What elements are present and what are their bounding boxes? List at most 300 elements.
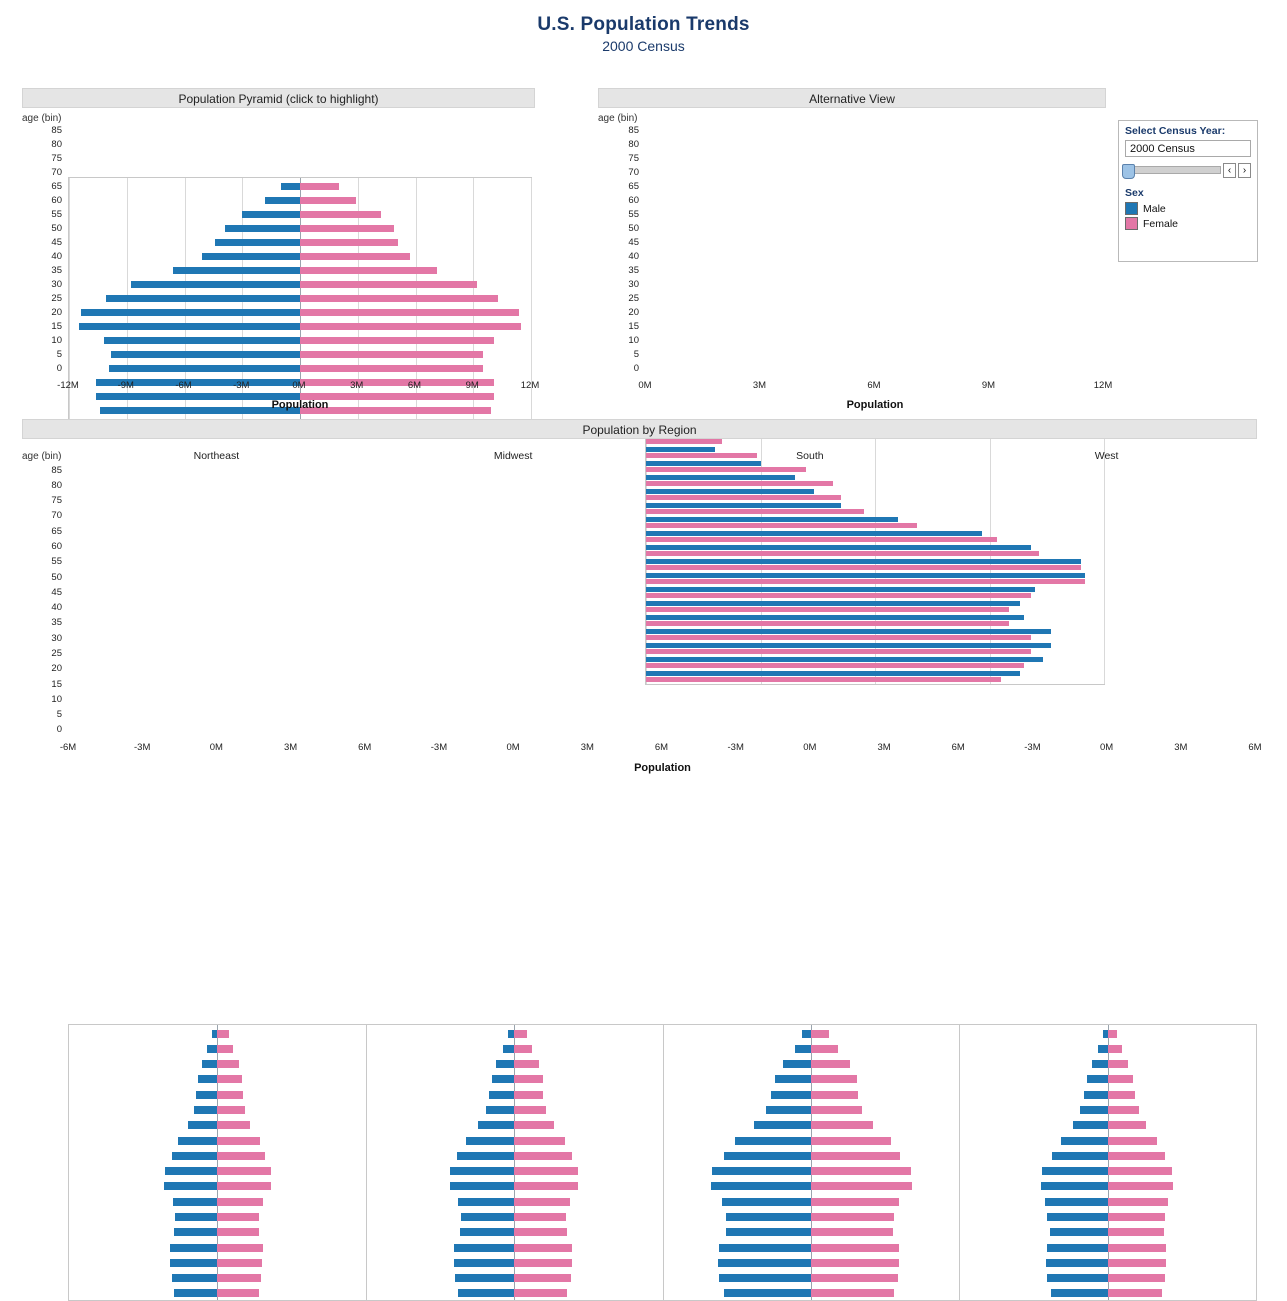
x-tick: 12M [1093, 380, 1113, 391]
bar-male[interactable] [783, 1060, 811, 1068]
legend-item-female[interactable] [1125, 217, 1257, 230]
bar-female[interactable] [217, 1121, 250, 1129]
bar-female[interactable] [217, 1244, 262, 1252]
bar-male[interactable] [198, 1075, 217, 1083]
x-tick: -12M [57, 380, 79, 391]
bar-male[interactable] [726, 1213, 811, 1221]
bar-male[interactable] [466, 1137, 514, 1145]
y-tick: 0 [633, 363, 639, 374]
bar-male[interactable] [265, 197, 300, 204]
bar-female[interactable] [811, 1045, 838, 1053]
bar-female[interactable] [300, 351, 483, 358]
census-year-slider-row[interactable] [1125, 162, 1251, 178]
bar-male[interactable] [646, 475, 795, 480]
bar-male[interactable] [454, 1244, 514, 1252]
bar-female[interactable] [217, 1198, 262, 1206]
bar-male[interactable] [646, 489, 814, 494]
y-tick: 60 [51, 541, 62, 553]
bar-male[interactable] [1098, 1045, 1107, 1053]
x-tick: 9M [465, 380, 479, 391]
bar-male[interactable] [646, 503, 841, 508]
bar-female[interactable] [300, 211, 381, 218]
y-tick: 40 [51, 251, 62, 262]
y-tick: 20 [51, 307, 62, 318]
x-tick: -6M [59, 742, 77, 753]
bar-male[interactable] [718, 1259, 811, 1267]
y-tick: 5 [633, 349, 639, 360]
bar-female[interactable] [217, 1106, 244, 1114]
bar-female[interactable] [514, 1075, 542, 1083]
bar-female[interactable] [514, 1121, 554, 1129]
bar-female[interactable] [1108, 1137, 1157, 1145]
bar-female[interactable] [217, 1167, 270, 1175]
bar-male[interactable] [111, 351, 300, 358]
x-tick: -3M [233, 380, 250, 391]
bar-female[interactable] [811, 1259, 900, 1267]
bar-male[interactable] [450, 1167, 514, 1175]
bar-female[interactable] [1108, 1244, 1166, 1252]
x-tick: 6M [1248, 742, 1262, 753]
bar-male[interactable] [450, 1182, 514, 1190]
bar-male[interactable] [1051, 1289, 1108, 1297]
bar-female[interactable] [217, 1060, 239, 1068]
page-subtitle: 2000 Census [602, 38, 685, 54]
bar-male[interactable] [724, 1152, 811, 1160]
x-tick: 3M [350, 380, 364, 391]
bar-male[interactable] [646, 517, 898, 522]
bar-male[interactable] [795, 1045, 811, 1053]
bar-male[interactable] [461, 1213, 514, 1221]
bar-male[interactable] [178, 1137, 218, 1145]
bar-male[interactable] [194, 1106, 217, 1114]
chart-population-by-region[interactable] [68, 1024, 1257, 1301]
x-tick: 0M [803, 742, 817, 753]
bar-female[interactable] [217, 1289, 259, 1297]
bar-female[interactable] [811, 1167, 911, 1175]
bar-female[interactable] [646, 537, 997, 542]
bar-female[interactable] [646, 663, 1024, 668]
bar-male[interactable] [172, 1152, 218, 1160]
bar-female[interactable] [1108, 1167, 1173, 1175]
bar-male[interactable] [646, 573, 1085, 578]
bar-female[interactable] [514, 1228, 566, 1236]
bar-female[interactable] [811, 1152, 900, 1160]
bar-female[interactable] [217, 1274, 261, 1282]
bar-male[interactable] [170, 1259, 217, 1267]
bar-female[interactable] [811, 1182, 912, 1190]
bar-male[interactable] [165, 1167, 217, 1175]
bar-female[interactable] [514, 1244, 572, 1252]
legend-swatch-female [1125, 217, 1138, 230]
facet-separator [959, 1025, 960, 1300]
bar-female[interactable] [811, 1091, 858, 1099]
bar-male[interactable] [719, 1274, 810, 1282]
legend-label-male: Male [1143, 202, 1166, 215]
bar-male[interactable] [170, 1244, 217, 1252]
bar-female[interactable] [514, 1213, 566, 1221]
bar-male[interactable] [646, 657, 1043, 662]
bar-male[interactable] [726, 1228, 811, 1236]
bar-male[interactable] [173, 1198, 218, 1206]
bar-female[interactable] [1108, 1259, 1167, 1267]
panel-population-by-region [22, 419, 1257, 439]
bar-female[interactable] [300, 365, 483, 372]
bar-male[interactable] [131, 281, 300, 288]
bar-male[interactable] [719, 1244, 810, 1252]
bar-female[interactable] [1108, 1152, 1165, 1160]
bar-male[interactable] [1080, 1106, 1107, 1114]
y-tick: 85 [628, 125, 639, 136]
pyramid-x-axis-title: Population [271, 399, 329, 411]
x-tick: 0M [506, 742, 520, 753]
bar-male[interactable] [281, 183, 300, 190]
bar-male[interactable] [174, 1289, 217, 1297]
bar-female[interactable] [514, 1259, 572, 1267]
bar-male[interactable] [1045, 1198, 1108, 1206]
bar-male[interactable] [458, 1289, 514, 1297]
x-tick: 3M [877, 742, 891, 753]
bar-female[interactable] [514, 1274, 571, 1282]
alternative-y-axis-label: age (bin) [598, 113, 638, 124]
bar-female[interactable] [811, 1228, 893, 1236]
bar-male[interactable] [460, 1228, 514, 1236]
bar-male[interactable] [1084, 1091, 1107, 1099]
bar-male[interactable] [454, 1259, 515, 1267]
bar-female[interactable] [646, 551, 1039, 556]
bar-female[interactable] [811, 1121, 873, 1129]
y-tick: 70 [51, 167, 62, 178]
bar-male[interactable] [1047, 1244, 1108, 1252]
x-tick: -9M [117, 380, 134, 391]
region-facet-titles [68, 450, 1257, 463]
bar-female[interactable] [811, 1289, 894, 1297]
y-tick: 80 [51, 139, 62, 150]
y-tick: 10 [51, 693, 62, 705]
bar-male[interactable] [1087, 1075, 1108, 1083]
census-year-slider[interactable] [1125, 166, 1221, 174]
bar-male[interactable] [646, 671, 1020, 676]
bar-female[interactable] [300, 295, 498, 302]
bar-female[interactable] [300, 183, 339, 190]
y-tick: 70 [51, 510, 62, 522]
bar-male[interactable] [109, 365, 300, 372]
bar-female[interactable] [811, 1244, 899, 1252]
bar-male[interactable] [478, 1121, 514, 1129]
bar-female[interactable] [646, 649, 1031, 654]
panel-alternative-view [598, 88, 1106, 108]
bar-male[interactable] [646, 601, 1020, 606]
bar-female[interactable] [1108, 1075, 1133, 1083]
bar-female[interactable] [514, 1030, 527, 1038]
y-tick: 55 [628, 209, 639, 220]
bar-female[interactable] [217, 1091, 242, 1099]
bar-male[interactable] [489, 1091, 514, 1099]
bar-female[interactable] [1108, 1091, 1135, 1099]
bar-female[interactable] [514, 1060, 539, 1068]
bar-female[interactable] [514, 1152, 572, 1160]
bar-male[interactable] [242, 211, 300, 218]
y-tick: 55 [51, 556, 62, 568]
x-tick: 0M [1100, 742, 1114, 753]
y-tick: 10 [628, 335, 639, 346]
bar-male[interactable] [496, 1060, 514, 1068]
y-tick: 0 [56, 363, 62, 374]
bar-female[interactable] [217, 1075, 242, 1083]
bar-female[interactable] [514, 1045, 532, 1053]
y-tick: 40 [51, 602, 62, 614]
y-tick: 45 [51, 237, 62, 248]
y-tick: 15 [51, 321, 62, 332]
bar-male[interactable] [1041, 1182, 1108, 1190]
bar-female[interactable] [217, 1030, 228, 1038]
bar-female[interactable] [300, 253, 410, 260]
x-tick: -3M [727, 742, 744, 753]
pyramid-x-ticks [57, 379, 540, 393]
bar-male[interactable] [1046, 1259, 1108, 1267]
bar-male[interactable] [646, 559, 1081, 564]
bar-male[interactable] [202, 1060, 217, 1068]
bar-female[interactable] [646, 621, 1009, 626]
legend-label-female: Female [1143, 217, 1179, 230]
bar-female[interactable] [646, 635, 1031, 640]
bar-female[interactable] [514, 1182, 578, 1190]
bar-male[interactable] [1042, 1167, 1108, 1175]
alternative-x-axis-title: Population [846, 399, 904, 411]
bar-female[interactable] [217, 1152, 264, 1160]
y-tick: 45 [51, 586, 62, 598]
y-tick: 0 [56, 724, 62, 736]
bar-female[interactable] [646, 565, 1081, 570]
bar-female[interactable] [1108, 1121, 1146, 1129]
y-tick: 25 [51, 293, 62, 304]
census-year-label: Select Census Year: [1125, 125, 1226, 137]
bar-male[interactable] [503, 1045, 514, 1053]
bar-male[interactable] [1047, 1274, 1108, 1282]
y-tick: 35 [628, 265, 639, 276]
census-year-input[interactable]: 2000 Census [1125, 140, 1251, 157]
bar-male[interactable] [188, 1121, 218, 1129]
bar-female[interactable] [1108, 1030, 1117, 1038]
bar-male[interactable] [646, 545, 1031, 550]
x-tick: -3M [134, 742, 151, 753]
bar-female[interactable] [811, 1060, 850, 1068]
panel-title-population-by-region[interactable]: Population by Region [22, 419, 1257, 439]
bar-male[interactable] [164, 1182, 217, 1190]
bar-female[interactable] [1108, 1228, 1164, 1236]
x-tick: 3M [283, 742, 298, 753]
bar-male[interactable] [202, 253, 300, 260]
legend-title: Sex [1125, 187, 1144, 199]
bar-female[interactable] [1108, 1213, 1165, 1221]
facet-title-west: West [1094, 450, 1119, 462]
bar-female[interactable] [811, 1198, 900, 1206]
bar-male[interactable] [196, 1091, 217, 1099]
bar-female[interactable] [217, 1213, 259, 1221]
y-tick: 5 [56, 709, 62, 721]
chart-alternative-view[interactable] [645, 431, 1105, 685]
bar-female[interactable] [811, 1075, 857, 1083]
bar-male[interactable] [735, 1137, 810, 1145]
bar-female[interactable] [300, 267, 437, 274]
bar-male[interactable] [492, 1075, 514, 1083]
bar-female[interactable] [646, 495, 841, 500]
x-tick: 3M [1174, 742, 1188, 753]
bar-female[interactable] [300, 281, 477, 288]
bar-female[interactable] [1108, 1060, 1129, 1068]
region-x-ticks [59, 741, 1262, 755]
bar-female[interactable] [514, 1167, 578, 1175]
bar-female[interactable] [300, 309, 519, 316]
bar-male[interactable] [1061, 1137, 1108, 1145]
bar-male[interactable] [81, 309, 300, 316]
bar-male[interactable] [175, 1213, 217, 1221]
y-tick: 50 [628, 223, 639, 234]
x-tick: -3M [430, 742, 448, 753]
bar-female[interactable] [300, 323, 521, 330]
bar-male[interactable] [79, 323, 300, 330]
bar-male[interactable] [104, 337, 300, 344]
bar-male[interactable] [458, 1198, 514, 1206]
slider-next-button[interactable]: › [1238, 163, 1251, 178]
bar-male[interactable] [1052, 1152, 1108, 1160]
bar-male[interactable] [1092, 1060, 1107, 1068]
bar-male[interactable] [712, 1167, 811, 1175]
slider-prev-button[interactable]: ‹ [1223, 163, 1236, 178]
y-tick: 65 [51, 525, 62, 537]
panel-title-alternative-view[interactable]: Alternative View [598, 88, 1106, 108]
bar-male[interactable] [646, 629, 1051, 634]
bar-male[interactable] [106, 295, 300, 302]
bar-female[interactable] [1108, 1274, 1166, 1282]
bar-female[interactable] [646, 481, 833, 486]
facet-separator [366, 1025, 367, 1300]
bar-female[interactable] [300, 239, 398, 246]
bar-female[interactable] [514, 1289, 567, 1297]
bar-male[interactable] [1050, 1228, 1108, 1236]
bar-male[interactable] [771, 1091, 811, 1099]
y-tick: 75 [51, 153, 62, 164]
pyramid-y-axis-label: age (bin) [22, 113, 62, 124]
y-tick: 30 [51, 632, 62, 644]
bar-male[interactable] [802, 1030, 811, 1038]
y-tick: 10 [51, 335, 62, 346]
bar-female[interactable] [646, 677, 1001, 682]
y-tick: 45 [628, 237, 639, 248]
bar-female[interactable] [811, 1213, 894, 1221]
bar-female[interactable] [1108, 1182, 1174, 1190]
bar-male[interactable] [711, 1182, 811, 1190]
x-tick: 0M [209, 742, 223, 753]
bar-female[interactable] [300, 225, 394, 232]
bar-female[interactable] [646, 467, 806, 472]
y-tick: 60 [51, 195, 62, 206]
bar-male[interactable] [722, 1198, 811, 1206]
x-tick: 6M [951, 742, 965, 753]
bar-female[interactable] [514, 1091, 543, 1099]
region-y-ticks [22, 462, 66, 739]
bar-female[interactable] [1108, 1198, 1169, 1206]
bar-female[interactable] [300, 337, 494, 344]
bar-male[interactable] [1047, 1213, 1108, 1221]
bar-male[interactable] [486, 1106, 514, 1114]
bar-male[interactable] [766, 1106, 811, 1114]
bar-female[interactable] [1108, 1045, 1122, 1053]
y-tick: 35 [51, 617, 62, 629]
bar-male[interactable] [174, 1228, 217, 1236]
bar-female[interactable] [217, 1228, 259, 1236]
bar-female[interactable] [646, 607, 1009, 612]
legend-item-male[interactable] [1125, 202, 1257, 215]
bar-male[interactable] [775, 1075, 811, 1083]
bar-male[interactable] [1073, 1121, 1108, 1129]
bar-female[interactable] [646, 509, 864, 514]
bar-male[interactable] [172, 1274, 218, 1282]
bar-male[interactable] [754, 1121, 811, 1129]
bar-female[interactable] [217, 1137, 260, 1145]
alternative-y-ticks [612, 123, 642, 377]
bar-male[interactable] [457, 1152, 514, 1160]
bar-female[interactable] [811, 1030, 829, 1038]
bar-male[interactable] [173, 267, 300, 274]
y-tick: 25 [628, 293, 639, 304]
x-tick: 0M [292, 380, 306, 391]
bar-female[interactable] [514, 1137, 565, 1145]
y-tick: 80 [628, 139, 639, 150]
bar-female[interactable] [217, 1182, 271, 1190]
bar-male[interactable] [455, 1274, 514, 1282]
y-tick: 35 [51, 265, 62, 276]
bar-female[interactable] [811, 1274, 899, 1282]
bar-female[interactable] [1108, 1106, 1139, 1114]
facet-title-south: South [796, 450, 824, 462]
y-tick: 80 [51, 479, 62, 491]
bar-female[interactable] [646, 593, 1031, 598]
bar-male[interactable] [215, 239, 300, 246]
slider-thumb[interactable] [1122, 164, 1135, 179]
legend-swatch-male [1125, 202, 1138, 215]
panel-title-population-pyramid[interactable]: Population Pyramid (click to highlight) [22, 88, 535, 108]
bar-male[interactable] [225, 225, 300, 232]
x-tick: 3M [752, 380, 767, 391]
y-tick: 55 [51, 209, 62, 220]
bar-female[interactable] [811, 1137, 891, 1145]
bar-female[interactable] [811, 1106, 862, 1114]
bar-female[interactable] [217, 1259, 262, 1267]
bar-male[interactable] [646, 643, 1051, 648]
bar-female[interactable] [300, 197, 356, 204]
bar-male[interactable] [646, 587, 1035, 592]
bar-female[interactable] [514, 1106, 546, 1114]
bar-male[interactable] [646, 531, 982, 536]
y-tick: 50 [51, 223, 62, 234]
x-tick: 12M [520, 380, 540, 391]
bar-male[interactable] [724, 1289, 811, 1297]
dashboard-title-block [0, 0, 1287, 54]
x-tick: 0M [638, 380, 652, 391]
bar-female[interactable] [217, 1045, 233, 1053]
region-y-axis-label: age (bin) [22, 451, 62, 462]
bar-female[interactable] [646, 523, 917, 528]
y-tick: 40 [628, 251, 639, 262]
x-tick: -3M [1024, 742, 1041, 753]
bar-female[interactable] [646, 579, 1085, 584]
bar-male[interactable] [646, 615, 1024, 620]
y-tick: 85 [51, 125, 62, 136]
bar-female[interactable] [1108, 1289, 1162, 1297]
x-tick: 6M [358, 742, 372, 753]
bar-male[interactable] [207, 1045, 217, 1053]
bar-female[interactable] [514, 1198, 569, 1206]
